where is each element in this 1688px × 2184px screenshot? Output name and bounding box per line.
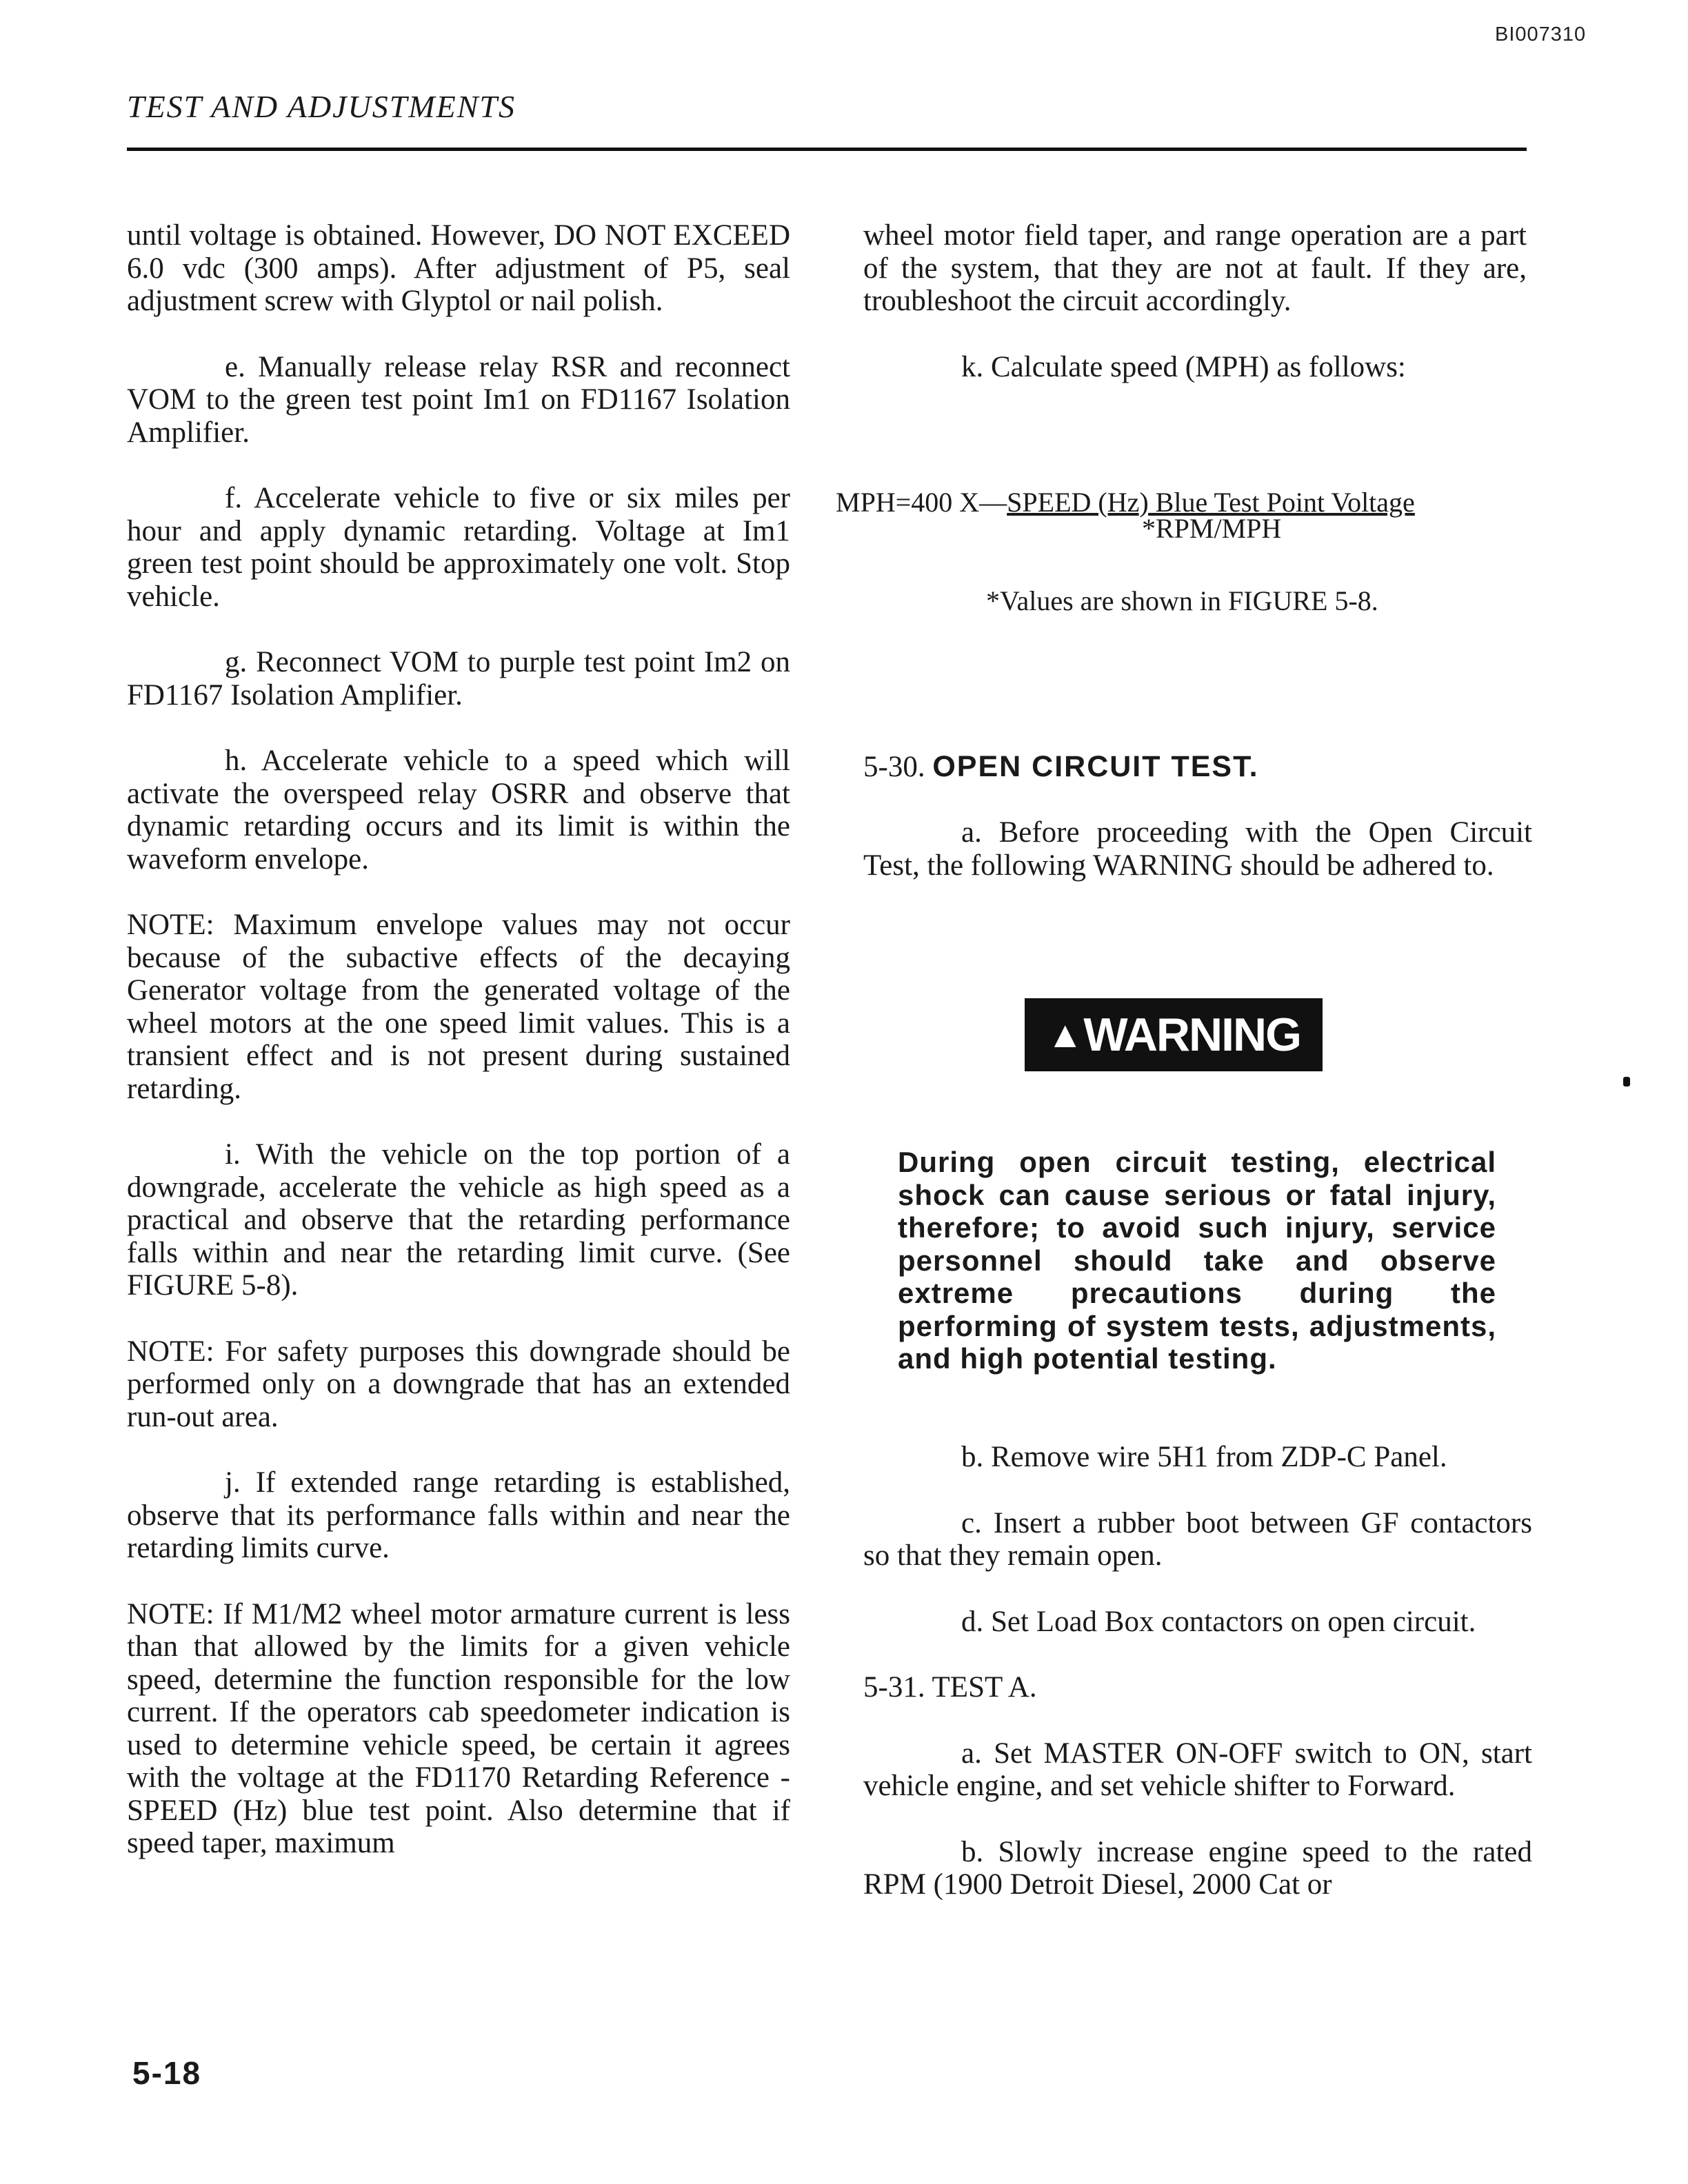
step-a: a. Before proceeding with the Open Circuit Test, the following WARNING should be adhered to. <box>863 816 1532 882</box>
note-safety: NOTE: For safety purposes this downgrade should be performed only on a downgrade that has an extended run-out area. <box>127 1335 790 1433</box>
formula-denominator: *RPM/MPH <box>1142 513 1282 544</box>
step-k: k. Calculate speed (MPH) as follows: <box>961 350 1406 383</box>
formula-prefix: MPH=400 X— <box>836 487 1007 518</box>
right-column-bottom <box>863 1441 1532 1901</box>
section-title: OPEN CIRCUIT TEST. <box>932 750 1259 783</box>
left-column <box>127 219 790 1860</box>
note-envelope: NOTE: Maximum envelope values may not occur because of the subactive effects of the decaying Generator voltage from the generated voltage of the wheel motors at the one speed limit values. This is a transient effect and is not present during sustained retarding. <box>127 909 790 1105</box>
warning-label: WARNING <box>1083 1009 1301 1061</box>
speed-formula <box>836 489 1553 542</box>
paragraph-continued: until voltage is obtained. However, DO NOT EXCEED 6.0 vdc (300 amps). After adjustment of P5, seal adjustment screw with Glyptol or nail polish. <box>127 219 790 317</box>
step-e: e. Manually release relay RSR and reconnect VOM to the green test point Im1 on FD1167 Isolation Amplifier. <box>127 350 790 449</box>
header-rule <box>127 148 1527 151</box>
step-b: b. Remove wire 5H1 from ZDP-C Panel. <box>961 1441 1447 1473</box>
stray-mark <box>1623 1077 1630 1086</box>
step-c: c. Insert a rubber boot between GF contactors so that they remain open. <box>863 1506 1532 1572</box>
running-head: TEST AND ADJUSTMENTS <box>127 89 516 124</box>
step-i: i. With the vehicle on the top portion of a downgrade, accelerate the vehicle as high speed as a practical and observe that the retarding performance falls within and near the retarding limit curve. (See FIGURE 5-8). <box>127 1138 790 1302</box>
section-heading-5-31: 5-31. TEST A. <box>863 1671 1037 1703</box>
warning-badge <box>1025 998 1323 1071</box>
step-g: g. Reconnect VOM to purple test point Im2 on FD1167 Isolation Amplifier. <box>127 646 790 711</box>
warning-text: During open circuit testing, electrical shock can cause serious or fatal injury, therefore; to avoid such injury, service personnel should take and observe extreme precautions during the performing of system tests, adjustments, and high potential testing. <box>898 1146 1496 1375</box>
right-column-top <box>863 219 1527 383</box>
warning-triangle-icon: ▲ <box>1046 1014 1083 1055</box>
page-number: 5-18 <box>132 2055 202 2091</box>
step-h: h. Accelerate vehicle to a speed which will activate the overspeed relay OSRR and observe that dynamic retarding occurs and its limit is within the waveform envelope. <box>127 745 790 876</box>
test-a-step-b: b. Slowly increase engine speed to the rated RPM (1900 Detroit Diesel, 2000 Cat or <box>863 1835 1532 1901</box>
document-id: BI007310 <box>1495 23 1587 46</box>
step-a-block <box>863 816 1532 882</box>
section-heading-5-30 <box>863 750 1259 784</box>
test-a-step-a: a. Set MASTER ON-OFF switch to ON, start vehicle engine, and set vehicle shifter to Forward. <box>863 1737 1532 1802</box>
step-f: f. Accelerate vehicle to five or six miles per hour and apply dynamic retarding. Voltage at Im1 green test point should be approximately one volt. Stop vehicle. <box>127 482 790 613</box>
note-armature-current: NOTE: If M1/M2 wheel motor armature current is less than that allowed by the limits for a given vehicle speed, determine the function responsible for the low current. If the operators cab speedometer indication is used to determine vehicle speed, be certain it agrees with the voltage at the FD1170 Retarding Reference - SPEED (Hz) blue test point. Also determine that if speed taper, maximum <box>127 1597 790 1859</box>
paragraph-continued-right: wheel motor field taper, and range operation are a part of the system, that they are not at fault. If they are, troubleshoot the circuit accordingly. <box>863 219 1527 317</box>
step-j: j. If extended range retarding is established, observe that its performance falls within and near the retarding limits curve. <box>127 1466 790 1564</box>
section-number: 5-30. <box>863 751 925 783</box>
formula-footnote: *Values are shown in FIGURE 5-8. <box>986 585 1378 616</box>
formula-numerator: SPEED (Hz) Blue Test Point Voltage <box>1007 487 1415 518</box>
step-d: d. Set Load Box contactors on open circuit. <box>961 1605 1476 1638</box>
